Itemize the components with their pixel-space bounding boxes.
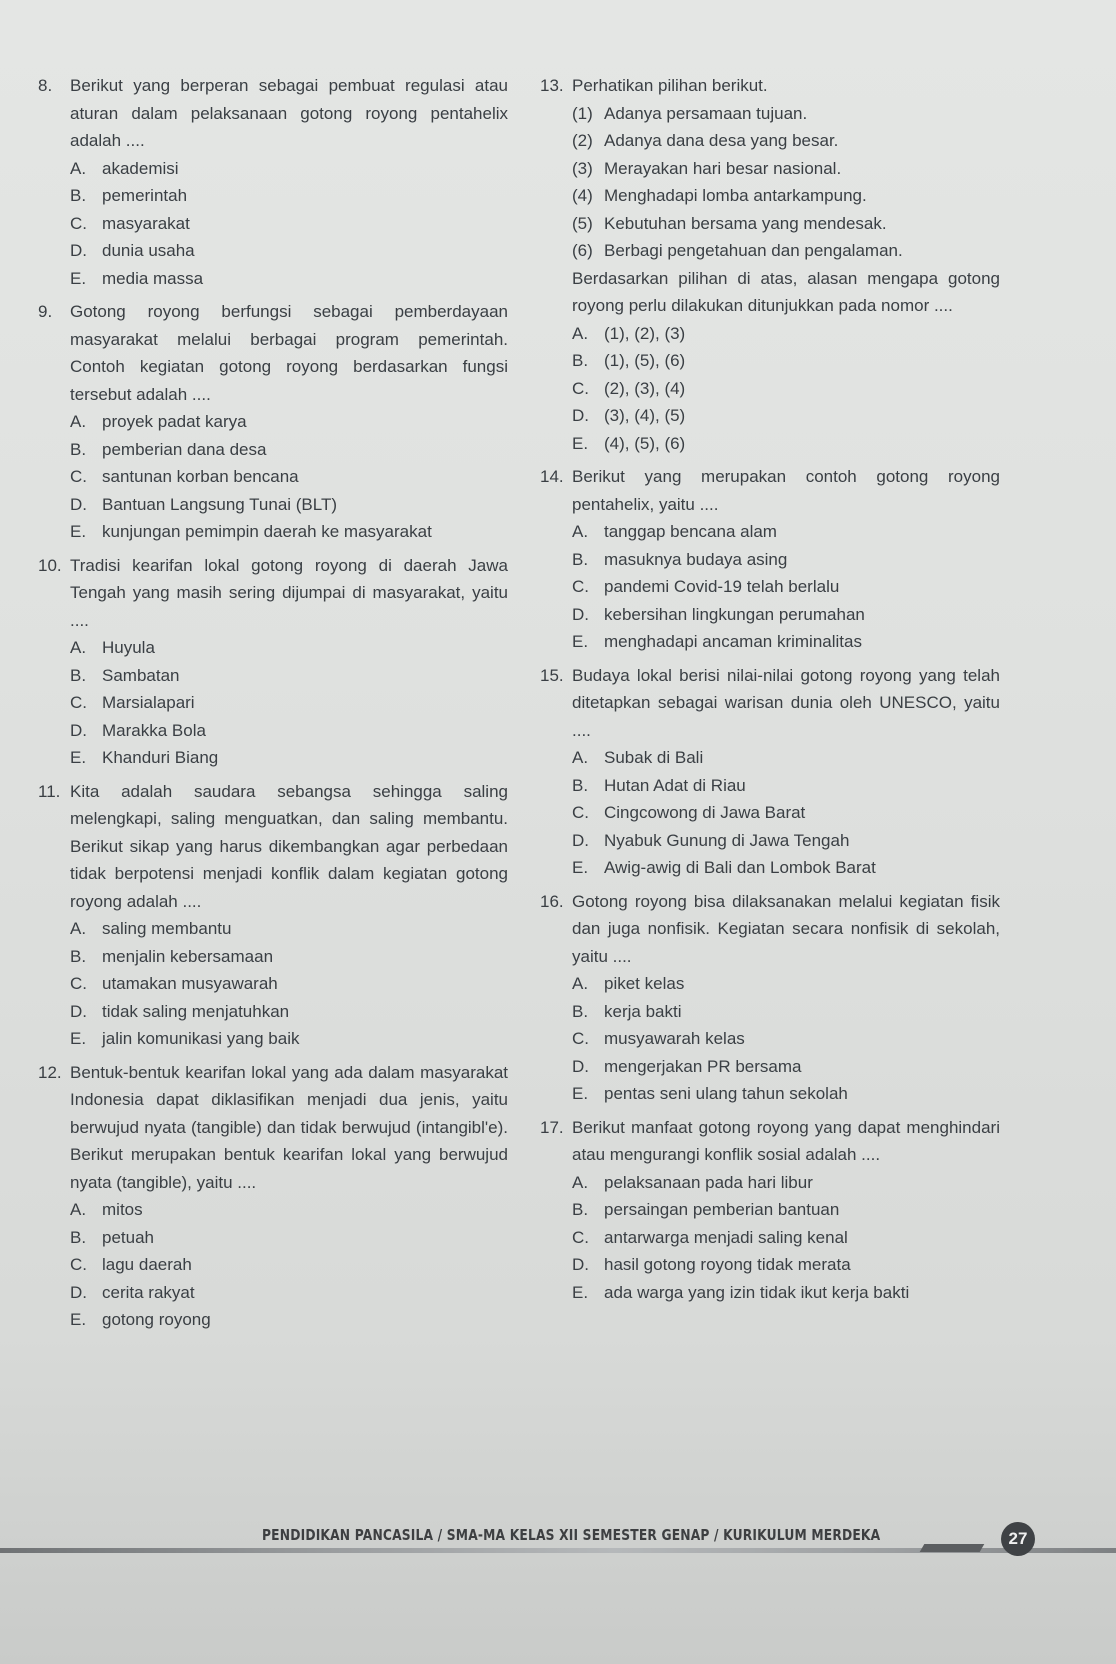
option-text: pelaksanaan pada hari libur: [604, 1172, 813, 1192]
option-e: [540, 1080, 1000, 1108]
option-letter: E.: [70, 748, 87, 767]
question-11: [38, 778, 508, 1053]
option-e: [38, 1025, 508, 1053]
option-text: hasil gotong royong tidak merata: [604, 1255, 851, 1274]
option-list: [38, 1196, 508, 1334]
option-text: Hutan Adat di Riau: [604, 775, 746, 795]
question-15: [540, 662, 1000, 882]
option-letter: C.: [572, 1029, 589, 1048]
option-text: Sambatan: [102, 665, 180, 685]
option-text: pandemi Covid-19 telah berlalu: [604, 577, 840, 596]
page-number-badge: 27: [1001, 1522, 1035, 1556]
option-text: antarwarga menjadi saling kenal: [604, 1227, 848, 1247]
option-letter: A.: [572, 1172, 589, 1192]
option-text: tanggap bencana alam: [604, 522, 777, 541]
option-c: [540, 375, 1000, 403]
option-e: [38, 744, 508, 772]
option-letter: E.: [70, 268, 87, 288]
option-b: [38, 943, 508, 971]
footer-accent-shape: [920, 1544, 985, 1552]
question-text: Tradisi kearifan lokal gotong royong di daerah Jawa Tengah yang masih sering dijumpai di masyarakat, yaitu ....: [70, 555, 508, 630]
statement-text: Kebutuhan bersama yang mendesak.: [604, 213, 887, 233]
option-e: [38, 518, 508, 546]
question-8: [38, 72, 508, 292]
question-text: Gotong royong bisa dilaksanakan melalui kegiatan fisik dan juga nonfisik. Kegiatan secara nonfisik di sekolah, yaitu ....: [572, 891, 1000, 966]
question-14: [540, 463, 1000, 656]
option-c: [540, 573, 1000, 601]
option-text: (3), (4), (5): [604, 406, 686, 425]
option-list: [540, 320, 1000, 458]
option-c: [38, 1251, 508, 1279]
option-letter: B.: [572, 1001, 589, 1021]
question-number: 8.: [38, 76, 53, 95]
option-a: [540, 320, 1000, 348]
option-d: [540, 601, 1000, 629]
question-16: [540, 888, 1000, 1108]
option-letter: C.: [572, 378, 589, 398]
option-letter: E.: [70, 1310, 87, 1329]
question-number: 10.: [38, 555, 62, 575]
question-text: Gotong royong berfungsi sebagai pemberdayaan masyarakat melalui berbagai program pemerintah. Contoh kegiatan gotong royong berdasarkan fungsi tersebut adalah ....: [70, 302, 508, 404]
option-text: masyarakat: [102, 213, 190, 233]
option-letter: E.: [572, 632, 589, 651]
option-c: [38, 970, 508, 998]
option-text: dunia usaha: [102, 241, 195, 260]
option-letter: B.: [572, 1200, 589, 1219]
option-e: [540, 1279, 1000, 1307]
option-d: [38, 717, 508, 745]
option-letter: D.: [70, 1001, 87, 1021]
option-text: masuknya budaya asing: [604, 549, 788, 569]
question-13: [540, 72, 1000, 457]
option-letter: A.: [572, 974, 589, 993]
statement-number: (1): [572, 103, 593, 123]
question-number: 16.: [540, 891, 564, 911]
option-text: mengerjakan PR bersama: [604, 1056, 802, 1076]
option-letter: E.: [572, 1282, 589, 1302]
option-d: [540, 1053, 1000, 1081]
option-list: [38, 634, 508, 772]
statement-number: (4): [572, 186, 593, 205]
option-text: piket kelas: [604, 974, 685, 993]
option-letter: E.: [572, 433, 589, 453]
option-text: Marakka Bola: [102, 720, 206, 740]
option-letter: C.: [70, 1255, 87, 1274]
option-text: pemberian dana desa: [102, 439, 267, 459]
statement-number: (3): [572, 158, 593, 178]
option-letter: B.: [572, 775, 589, 795]
option-letter: D.: [572, 830, 589, 850]
option-a: [38, 634, 508, 662]
statement-number: (6): [572, 241, 593, 260]
option-letter: C.: [70, 467, 87, 486]
option-e: [540, 430, 1000, 458]
option-text: petuah: [102, 1227, 154, 1247]
option-e: [540, 854, 1000, 882]
option-c: [38, 689, 508, 717]
question-number: 13.: [540, 76, 564, 95]
option-letter: B.: [70, 665, 87, 685]
option-text: cerita rakyat: [102, 1282, 195, 1302]
option-text: mitos: [102, 1200, 143, 1219]
option-b: [38, 182, 508, 210]
option-list: [38, 408, 508, 546]
option-b: [540, 546, 1000, 574]
question-number: 11.: [38, 781, 61, 801]
option-letter: A.: [70, 638, 87, 657]
option-letter: D.: [70, 494, 87, 514]
option-text: santunan korban bencana: [102, 467, 299, 486]
option-d: [38, 491, 508, 519]
option-letter: E.: [572, 858, 589, 877]
question-number: 9.: [38, 302, 53, 321]
option-e: [38, 1306, 508, 1334]
statement-3: [540, 155, 1000, 183]
statement-text: Menghadapi lomba antarkampung.: [604, 186, 867, 205]
page-footer: [0, 1504, 1116, 1564]
option-letter: D.: [572, 406, 589, 425]
option-text: menjalin kebersamaan: [102, 946, 274, 966]
option-a: [38, 1196, 508, 1224]
statement-text: Adanya persamaan tujuan.: [604, 103, 808, 123]
option-letter: A.: [572, 522, 589, 541]
option-text: Cingcowong di Jawa Barat: [604, 803, 806, 822]
option-c: [38, 210, 508, 238]
option-letter: B.: [70, 1227, 87, 1247]
option-text: musyawarah kelas: [604, 1029, 745, 1048]
option-letter: C.: [70, 693, 87, 712]
option-b: [540, 998, 1000, 1026]
option-letter: B.: [70, 946, 87, 966]
option-text: Nyabuk Gunung di Jawa Tengah: [604, 830, 850, 850]
option-letter: B.: [70, 186, 87, 205]
option-b: [38, 436, 508, 464]
option-letter: D.: [572, 1255, 589, 1274]
option-letter: D.: [70, 241, 87, 260]
option-a: [38, 155, 508, 183]
question-text: Berikut manfaat gotong royong yang dapat menghindari atau mengurangi konflik sosial adalah ....: [572, 1117, 1000, 1164]
option-letter: E.: [70, 522, 87, 541]
option-d: [38, 237, 508, 265]
option-letter: A.: [70, 1200, 87, 1219]
option-text: ada warga yang izin tidak ikut kerja bakti: [604, 1282, 910, 1302]
option-text: Huyula: [102, 638, 155, 657]
option-letter: B.: [70, 439, 87, 459]
question-9: [38, 298, 508, 546]
right-column: [540, 72, 1000, 1312]
option-text: Subak di Bali: [604, 748, 704, 767]
statement-text: Berbagi pengetahuan dan pengalaman.: [604, 241, 903, 260]
option-letter: B.: [572, 549, 589, 569]
question-number: 12.: [38, 1062, 62, 1082]
left-column: [38, 72, 508, 1340]
option-list: [540, 518, 1000, 656]
option-text: proyek padat karya: [102, 412, 247, 431]
statement-text: Merayakan hari besar nasional.: [604, 158, 842, 178]
option-text: (1), (5), (6): [604, 351, 686, 370]
option-text: gotong royong: [102, 1310, 211, 1329]
option-c: [540, 1025, 1000, 1053]
option-list: [540, 744, 1000, 882]
option-e: [38, 265, 508, 293]
option-letter: C.: [70, 974, 87, 993]
statement-text: Adanya dana desa yang besar.: [604, 131, 839, 150]
option-letter: C.: [572, 803, 589, 822]
question-number: 15.: [540, 665, 564, 685]
statement-2: [540, 127, 1000, 155]
option-letter: D.: [70, 1282, 87, 1302]
question-text: Budaya lokal berisi nilai-nilai gotong royong yang telah ditetapkan sebagai warisan dunia oleh UNESCO, yaitu ....: [572, 665, 1000, 740]
option-text: kebersihan lingkungan perumahan: [604, 604, 865, 624]
option-list: [38, 155, 508, 293]
option-letter: D.: [70, 720, 87, 740]
question-12: [38, 1059, 508, 1334]
option-text: saling membantu: [102, 919, 232, 938]
option-letter: A.: [70, 919, 87, 938]
option-letter: B.: [572, 351, 589, 370]
option-b: [540, 772, 1000, 800]
option-d: [38, 1279, 508, 1307]
option-letter: E.: [70, 1029, 87, 1048]
option-letter: A.: [70, 412, 87, 431]
option-d: [540, 1251, 1000, 1279]
option-c: [540, 799, 1000, 827]
question-text: Berikut yang berperan sebagai pembuat regulasi atau aturan dalam pelaksanaan gotong royong pentahelix adalah ....: [70, 76, 508, 150]
statement-1: [540, 100, 1000, 128]
option-text: (2), (3), (4): [604, 378, 686, 398]
option-text: pemerintah: [102, 186, 188, 205]
statement-6: [540, 237, 1000, 265]
option-text: utamakan musyawarah: [102, 974, 278, 993]
option-letter: D.: [572, 604, 589, 624]
option-a: [38, 915, 508, 943]
option-letter: C.: [572, 577, 589, 596]
option-list: [38, 915, 508, 1053]
option-text: lagu daerah: [102, 1255, 192, 1274]
option-text: akademisi: [102, 158, 179, 178]
question-10: [38, 552, 508, 772]
option-d: [540, 402, 1000, 430]
option-a: [540, 1169, 1000, 1197]
option-text: pentas seni ulang tahun sekolah: [604, 1084, 848, 1103]
footer-book-title: PENDIDIKAN PANCASILA / SMA-MA KELAS XII SEMESTER GENAP / KURIKULUM MERDEKA: [262, 1526, 881, 1544]
option-list: [540, 1169, 1000, 1307]
option-text: menghadapi ancaman kriminalitas: [604, 632, 862, 651]
statement-5: [540, 210, 1000, 238]
statement-number: (2): [572, 131, 593, 150]
option-d: [38, 998, 508, 1026]
option-text: kerja bakti: [604, 1001, 682, 1021]
option-a: [540, 518, 1000, 546]
option-text: kunjungan pemimpin daerah ke masyarakat: [102, 522, 432, 541]
question-prompt: Berdasarkan pilihan di atas, alasan mengapa gotong royong perlu dilakukan ditunjukkan pada nomor ....: [572, 268, 1000, 315]
option-b: [38, 662, 508, 690]
option-text: (4), (5), (6): [604, 433, 686, 453]
statement-number: (5): [572, 213, 593, 233]
option-c: [38, 463, 508, 491]
question-17: [540, 1114, 1000, 1307]
question-text: Bentuk-bentuk kearifan lokal yang ada dalam masyarakat Indonesia dapat diklasifikan menjadi dua jenis, yaitu berwujud nyata (tangible) dan tidak berwujud (intangibl'e). Berikut merupakan bentuk kearifan lokal yang berwujud nyata (tangible), yaitu ....: [70, 1062, 508, 1192]
option-text: persaingan pemberian bantuan: [604, 1200, 840, 1219]
option-letter: C.: [572, 1227, 589, 1247]
option-b: [38, 1224, 508, 1252]
option-text: (1), (2), (3): [604, 323, 686, 343]
option-a: [540, 970, 1000, 998]
question-text: Kita adalah saudara sebangsa sehingga saling melengkapi, saling menguatkan, dan saling membantu. Berikut sikap yang harus dikembangkan agar perbedaan tidak berpotensi menjadi konflik dalam kegiatan gotong royong adalah ....: [70, 781, 508, 911]
option-letter: A.: [572, 323, 589, 343]
option-letter: C.: [70, 213, 87, 233]
question-text: Perhatikan pilihan berikut.: [572, 76, 768, 95]
statement-4: [540, 182, 1000, 210]
option-text: tidak saling menjatuhkan: [102, 1001, 290, 1021]
option-letter: A.: [70, 158, 87, 178]
option-letter: E.: [572, 1084, 589, 1103]
option-letter: A.: [572, 748, 589, 767]
question-text: Berikut yang merupakan contoh gotong royong pentahelix, yaitu ....: [572, 467, 1000, 514]
option-d: [540, 827, 1000, 855]
option-text: Awig-awig di Bali dan Lombok Barat: [604, 858, 876, 877]
option-text: Bantuan Langsung Tunai (BLT): [102, 494, 338, 514]
option-c: [540, 1224, 1000, 1252]
option-text: Khanduri Biang: [102, 748, 219, 767]
option-a: [38, 408, 508, 436]
option-b: [540, 1196, 1000, 1224]
question-number: 17.: [540, 1117, 564, 1137]
option-b: [540, 347, 1000, 375]
option-a: [540, 744, 1000, 772]
option-text: jalin komunikasi yang baik: [102, 1029, 300, 1048]
option-e: [540, 628, 1000, 656]
option-letter: D.: [572, 1056, 589, 1076]
option-text: media massa: [102, 268, 204, 288]
option-list: [540, 970, 1000, 1108]
option-text: Marsialapari: [102, 693, 195, 712]
question-number: 14.: [540, 467, 564, 486]
